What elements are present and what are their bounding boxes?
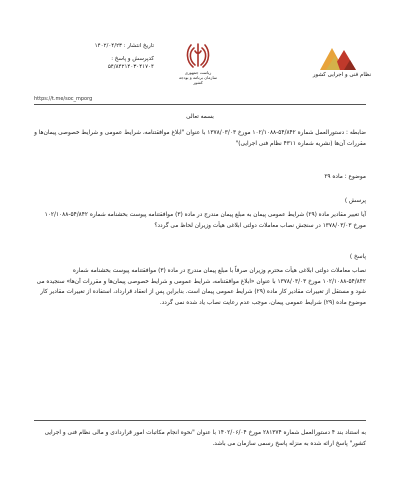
answer-heading: پاسخ ) [349, 254, 366, 260]
channel-link[interactable]: https://t.me/soc_mporg [34, 96, 93, 102]
emblem-caption: ریاست جمهوری سازمان برنامه و بودجه کشور [178, 70, 218, 85]
regulation-reference: ضابطه : دستورالعمل شماره ۵۴/۸۴۲-۱۰۲/۱۰۸۸ مورخ ۱۳۷۸/۰۳/۰۳ با عنوان "ابلاغ موافقتنامه، شرایط عمومی و شرایط خصوصی پیمان‌ها و مقررات آن‌ها (نشریه شماره ۴۳۱۱ نظام فنی اجرایی)" [34, 130, 366, 147]
footer-note: به استناد بند ۴ دستورالعمل شماره ۲۸۱۳۷۴ مورخ ۱۴۰۲/۰۶/۰۴ با عنوان "نحوه انجام مکاتبات امور قراردادی و مالی نظام فنی و اجرایی کشور" پاسخ ارائه شده به منزله پاسخ رسمی سازمان می باشد. [44, 430, 366, 447]
publish-date: تاریخ انتشار : ۱۴۰۲/۰۴/۲۳ [94, 43, 154, 49]
answer-text: نصاب معاملات دولتی ابلاغی هیأت محترم وزیران صرفاً با مبلغ پیمان مندرج در ماده (۳) موافقتنامه پیوست بخشنامه شماره ۵۴/۸۴۲-۱۰۲/۱۰۸۸ مورخ ۱۳۷۸/۰۳/۰۳ با عنوان «ابلاغ موافقتنامه، شرایط عمومی و شرایط خصوصی پیمان‌ها و مقررات آن‌ها» سنجیده می شود و مستقل از تغییرات مقادیر کار ماده (۲۹) شرایط عمومی پیمان است. بنابراین پس از انعقاد قرارداد، استفاده از تغییرات مقادیر کار موضوع ماده (۲۹) شرایط عمومی پیمان، موجب عدم رعایت نصاب یاد شده نمی گردد. [36, 268, 366, 306]
tracking-number: ۵۴/۸۴۲۱۴۰۳۰۴۱۷۰۴ [107, 64, 154, 70]
document-meta [34, 42, 154, 71]
question-heading: پرسش ) [344, 198, 366, 204]
topic: موضوع : ماده ۲۹ [324, 174, 366, 180]
logo-caption: نظام فنی و اجرایی کشور [312, 72, 372, 78]
emblem-icon [186, 42, 210, 68]
footer-divider [34, 420, 366, 421]
bismillah: بسمه تعالی [186, 114, 214, 120]
question-text: آیا تغییر مقادیر ماده (۲۹) شرایط عمومی پیمان به مبلغ پیمان مندرج در ماده (۳) موافقتنامه پیوست بخشنامه شماره ۵۴/۸۴۲-۱۰۲/۱۰۸۸ مورخ ۱۳۷۸/۰۳/۰۳ در سنجش نصاب معاملات دولتی ابلاغی هیأت وزیران لحاظ می گردد؟ [44, 212, 366, 229]
tracking-code-label: کدپرسش و پاسخ : [111, 56, 154, 62]
header-divider [34, 104, 366, 105]
